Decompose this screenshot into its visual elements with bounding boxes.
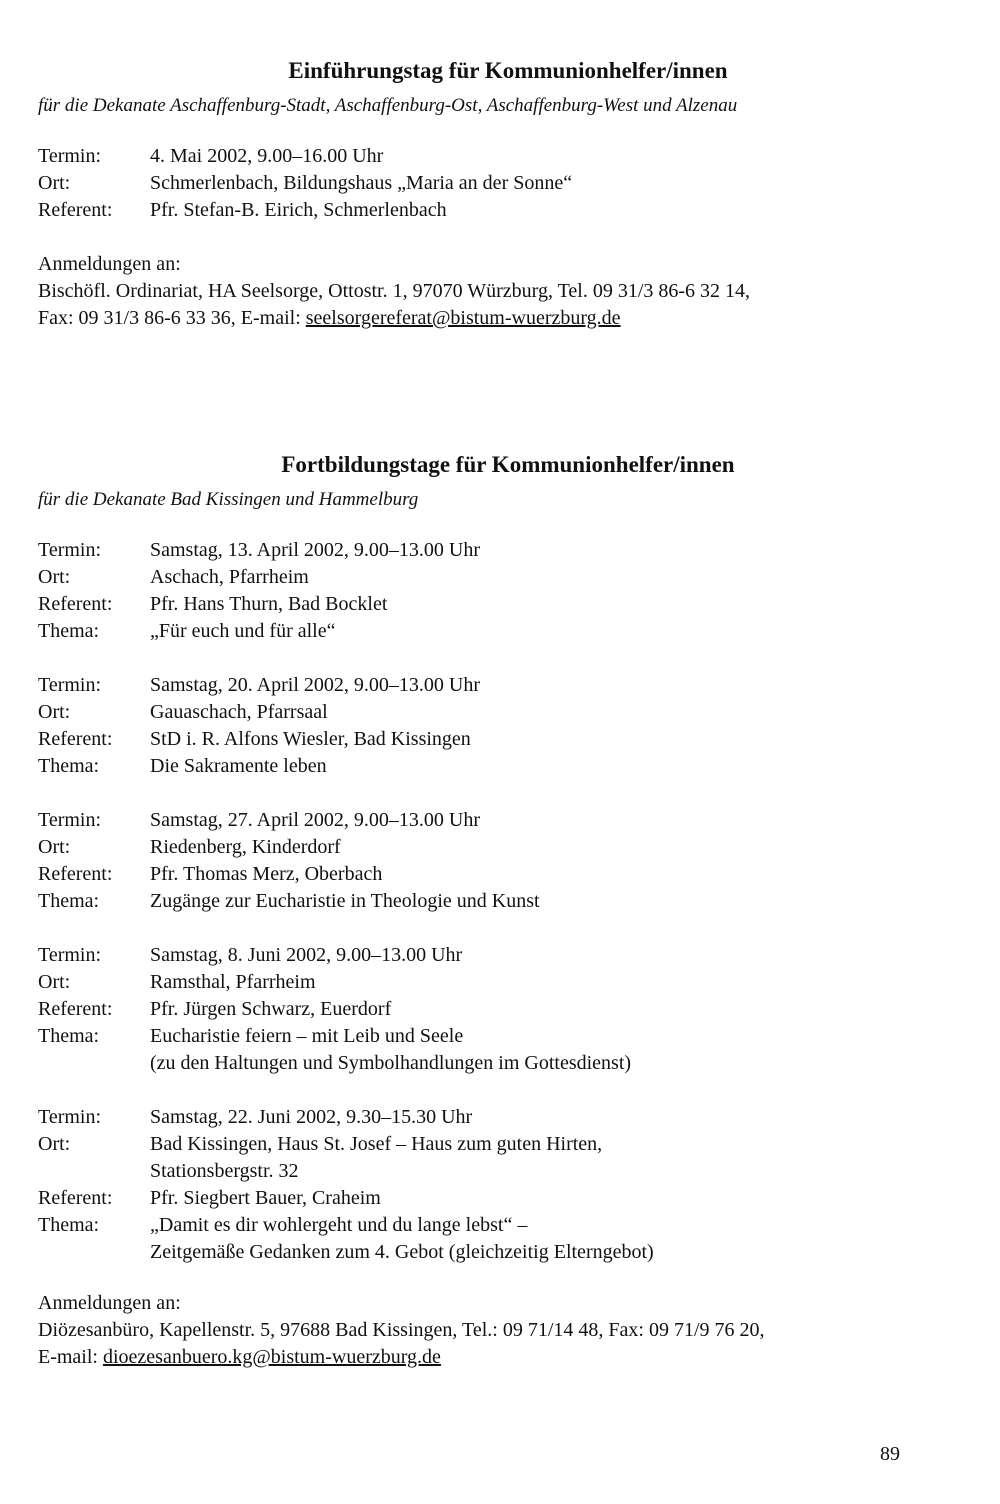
- registration-address: Diözesanbüro, Kapellenstr. 5, 97688 Bad Kissingen, Tel.: 09 71/14 48, Fax: 09 71/9 76 20,: [38, 1319, 765, 1341]
- registration-block: [38, 251, 938, 332]
- registration-contact: [38, 1344, 938, 1371]
- ort-label: Ort:: [38, 701, 71, 723]
- ort-row: [38, 170, 938, 197]
- thema-value: Zugänge zur Eucharistie in Theologie und Kunst: [150, 890, 540, 912]
- referent-value: Pfr. Thomas Merz, Oberbach: [150, 863, 383, 885]
- registration-address: Bischöfl. Ordinariat, HA Seelsorge, Ottostr. 1, 97070 Würzburg, Tel. 09 31/3 86-6 32 14,: [38, 280, 751, 302]
- section-fortbildungstage: [38, 450, 938, 1371]
- referent-value: Pfr. Hans Thurn, Bad Bocklet: [150, 593, 388, 615]
- ort-value: Bad Kissingen, Haus St. Josef – Haus zum guten Hirten, Stationsbergstr. 32: [150, 1133, 603, 1182]
- referent-label: Referent:: [38, 728, 113, 750]
- ort-value: Ramsthal, Pfarrheim: [150, 971, 316, 993]
- ort-label: Ort:: [38, 1133, 71, 1155]
- section-einfuehrungstag: [38, 56, 938, 332]
- termin-row: [38, 143, 938, 170]
- registration-heading: Anmeldungen an:: [38, 1292, 181, 1314]
- ort-row: [38, 699, 938, 726]
- registration-heading: Anmeldungen an:: [38, 253, 181, 275]
- thema-label: Thema:: [38, 755, 100, 777]
- event-entry: [38, 942, 938, 1077]
- page-number: 89: [880, 1443, 900, 1465]
- thema-value: „Für euch und für alle“: [150, 620, 336, 642]
- referent-label: Referent:: [38, 1187, 113, 1209]
- thema-row: [38, 618, 938, 645]
- referent-row: [38, 996, 938, 1023]
- referent-row: [38, 861, 938, 888]
- event-entry: [38, 807, 938, 915]
- referent-value: Pfr. Stefan-B. Eirich, Schmerlenbach: [150, 199, 447, 221]
- section-subtitle: für die Dekanate Bad Kissingen und Hammelburg: [38, 489, 419, 510]
- termin-value: Samstag, 20. April 2002, 9.00–13.00 Uhr: [150, 674, 480, 696]
- event-list: [38, 143, 938, 224]
- referent-row: [38, 726, 938, 753]
- ort-label: Ort:: [38, 971, 71, 993]
- ort-value: Riedenberg, Kinderdorf: [150, 836, 341, 858]
- termin-value: Samstag, 13. April 2002, 9.00–13.00 Uhr: [150, 539, 480, 561]
- ort-value: Gauaschach, Pfarrsaal: [150, 701, 328, 723]
- referent-label: Referent:: [38, 593, 113, 615]
- ort-label: Ort:: [38, 836, 71, 858]
- registration-email-label: E-mail:: [38, 1346, 103, 1368]
- thema-label: Thema:: [38, 620, 100, 642]
- termin-row: [38, 807, 938, 834]
- thema-value: Die Sakramente leben: [150, 755, 327, 777]
- termin-label: Termin:: [38, 1106, 102, 1128]
- ort-row: [38, 1131, 938, 1185]
- termin-label: Termin:: [38, 674, 102, 696]
- ort-row: [38, 834, 938, 861]
- thema-label: Thema:: [38, 1214, 100, 1236]
- referent-row: [38, 591, 938, 618]
- termin-label: Termin:: [38, 145, 102, 167]
- thema-value: „Damit es dir wohlergeht und du lange lebst“ – Zeitgemäße Gedanken zum 4. Gebot (gleichzeitig Elterngebot): [150, 1214, 654, 1263]
- termin-value: Samstag, 27. April 2002, 9.00–13.00 Uhr: [150, 809, 480, 831]
- registration-contact: [38, 305, 938, 332]
- thema-row: [38, 888, 938, 915]
- ort-label: Ort:: [38, 566, 71, 588]
- termin-label: Termin:: [38, 809, 102, 831]
- termin-row: [38, 672, 938, 699]
- email-link[interactable]: seelsorgereferat@bistum-wuerzburg.de: [305, 307, 621, 329]
- referent-row: [38, 197, 938, 224]
- section-title: Einführungstag für Kommunionhelfer/innen: [288, 58, 728, 83]
- event-entry: [38, 143, 938, 224]
- termin-row: [38, 537, 938, 564]
- referent-label: Referent:: [38, 863, 113, 885]
- termin-label: Termin:: [38, 539, 102, 561]
- section-subtitle: für die Dekanate Aschaffenburg-Stadt, Aschaffenburg-Ost, Aschaffenburg-West und Alzenau: [38, 95, 738, 116]
- thema-label: Thema:: [38, 890, 100, 912]
- termin-row: [38, 942, 938, 969]
- ort-label: Ort:: [38, 172, 71, 194]
- termin-value: 4. Mai 2002, 9.00–16.00 Uhr: [150, 145, 384, 167]
- referent-row: [38, 1185, 938, 1212]
- referent-value: StD i. R. Alfons Wiesler, Bad Kissingen: [150, 728, 471, 750]
- ort-value: Aschach, Pfarrheim: [150, 566, 309, 588]
- thema-label: Thema:: [38, 1025, 100, 1047]
- email-link[interactable]: dioezesanbuero.kg@bistum-wuerzburg.de: [102, 1346, 441, 1368]
- thema-row: [38, 1023, 938, 1077]
- thema-value: Eucharistie feiern – mit Leib und Seele (zu den Haltungen und Symbolhandlungen im Gottesdienst): [150, 1025, 632, 1074]
- termin-value: Samstag, 22. Juni 2002, 9.30–15.30 Uhr: [150, 1106, 473, 1128]
- ort-row: [38, 564, 938, 591]
- termin-value: Samstag, 8. Juni 2002, 9.00–13.00 Uhr: [150, 944, 463, 966]
- thema-row: [38, 753, 938, 780]
- termin-label: Termin:: [38, 944, 102, 966]
- referent-value: Pfr. Siegbert Bauer, Craheim: [150, 1187, 381, 1209]
- ort-value: Schmerlenbach, Bildungshaus „Maria an der Sonne“: [150, 172, 573, 194]
- referent-value: Pfr. Jürgen Schwarz, Euerdorf: [150, 998, 392, 1020]
- registration-block: [38, 1290, 938, 1371]
- ort-row: [38, 969, 938, 996]
- referent-label: Referent:: [38, 199, 113, 221]
- registration-fax: Fax: 09 31/3 86-6 33 36, E-mail:: [38, 307, 306, 329]
- event-entry: [38, 1104, 938, 1266]
- thema-row: [38, 1212, 938, 1266]
- termin-row: [38, 1104, 938, 1131]
- section-title: Fortbildungstage für Kommunionhelfer/innen: [281, 452, 735, 477]
- event-entry: [38, 537, 938, 645]
- referent-label: Referent:: [38, 998, 113, 1020]
- event-list: [38, 537, 938, 1266]
- event-entry: [38, 672, 938, 780]
